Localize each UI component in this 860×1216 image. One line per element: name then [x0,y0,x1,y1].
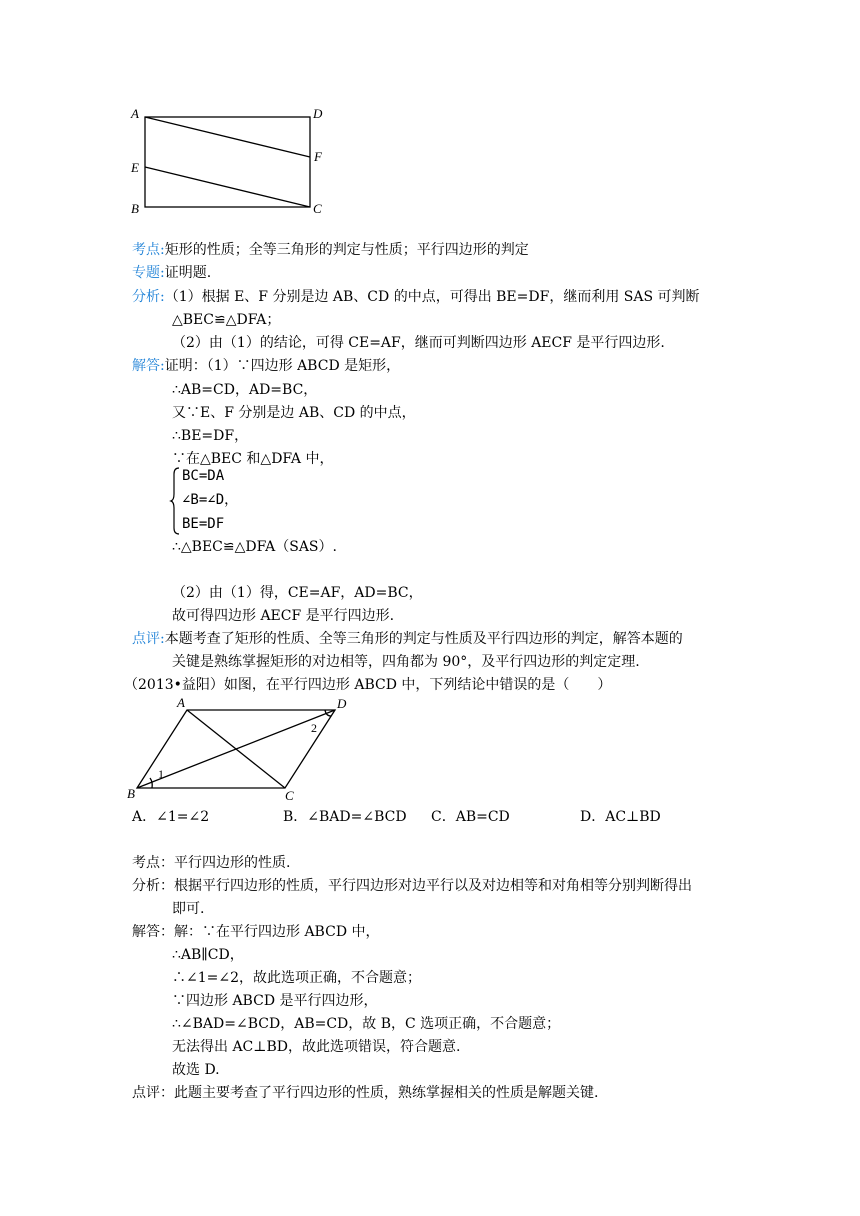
fenxi-tag: 分析: [132,289,165,305]
option-d: D．AC⊥BD [580,809,661,825]
label-e: E [131,160,139,175]
p2-label-angle2: 2 [311,721,317,735]
zhuanti-text: 证明题. [164,265,212,281]
kaodian-tag: 考点: [132,242,165,258]
p2-label-c: C [285,788,294,803]
p2-jieda-line5: ∴∠BAD=∠BCD，AB=CD，故 B，C 选项正确，不合题意； [172,1016,561,1032]
fenxi-line3: （2）由（1）的结论，可得 CE=AF，继而可判断四边形 AECF 是平行四边形. [172,335,665,351]
label-a: A [131,106,139,121]
option-c: C．AB=CD [431,809,510,825]
rectangle-figure [125,100,325,220]
label-d: D [313,106,323,121]
p2-fenxi-line1: 分析：根据平行四边形的性质，平行四边形对边平行以及对边相等和对角相等分别判断得出 [132,878,692,894]
p2-kaodian: 考点：平行四边形的性质. [132,855,291,871]
jieda-line1: 证明：（1）∵四边形 ABCD 是矩形， [164,358,401,374]
p2-label-b: B [127,786,135,801]
fenxi-line1: （1）根据 E、F 分别是边 AB、CD 的中点，可得出 BE=DF，继而利用 SAS 可判断 [164,289,700,305]
diagonal-bd [137,710,335,788]
zhuanti-tag: 专题: [132,265,165,281]
label-b: B [131,201,139,216]
dianping-line1: 本题考查了矩形的性质、全等三角形的判定与性质及平行四边形的判定，解答本题的 [164,631,683,647]
p2-jieda-line2: ∴AB∥CD， [172,947,244,963]
p2-jieda-line3: ∴∠1=∠2，故此选项正确，不合题意； [172,970,422,986]
brace-icon [170,466,182,536]
jieda-tag: 解答: [132,358,165,374]
p2-jieda-line4: ∵四边形 ABCD 是平行四边形， [172,993,378,1009]
kaodian-text: 矩形的性质；全等三角形的判定与性质；平行四边形的判定 [164,242,529,258]
jieda-line2: ∴AB=CD，AD=BC， [172,382,318,398]
question-text: （2013•益阳）如图，在平行四边形 ABCD 中，下列结论中错误的是（ ） [124,677,612,693]
jieda-line7: （2）由（1）得，CE=AF，AD=BC， [172,585,423,601]
rectangle-abcd [145,117,310,207]
segment-ec [145,167,310,207]
jieda-row [132,356,400,376]
brace-line1: BC=DA [182,468,225,484]
segment-af [145,117,310,157]
brace-line3: BE=DF [182,516,225,532]
brace-line2: ∠B=∠D， [182,492,239,508]
fenxi-line2: △BEC≌△DFA； [172,312,281,328]
p2-dianping: 点评：此题主要考查了平行四边形的性质，熟练掌握相关的性质是解题关键. [132,1085,599,1101]
jieda-line3: 又∵E、F 分别是边 AB、CD 的中点， [172,405,416,421]
p2-jieda-line6: 无法得出 AC⊥BD，故此选项错误，符合题意. [172,1039,461,1055]
fenxi-row [132,287,700,307]
parallelogram-figure [125,694,355,804]
dianping-line2: 关键是熟练掌握矩形的对边相等，四角都为 90°，及平行四边形的判定定理. [172,654,640,670]
jieda-line6: ∴△BEC≌△DFA（SAS）. [172,539,337,555]
zhuanti-row [132,263,211,283]
dianping-tag: 点评: [132,631,165,647]
dianping-row [132,629,683,649]
p2-jieda-line7: 故选 D. [172,1062,220,1078]
p2-fenxi-line2: 即可. [172,901,205,917]
jieda-line5: ∵在△BEC 和△DFA 中， [172,451,334,467]
jieda-line8: 故可得四边形 AECF 是平行四边形. [172,608,395,624]
jieda-line4: ∴BE=DF， [172,428,249,444]
option-a: A．∠1=∠2 [132,809,210,825]
p2-jieda-line1: 解答：解：∵在平行四边形 ABCD 中， [132,924,380,940]
label-f: F [314,149,322,164]
p2-label-d: D [337,696,347,711]
p2-label-a: A [177,695,185,710]
option-b: B．∠BAD=∠BCD [283,809,407,825]
kaodian-row [132,240,529,260]
label-c: C [313,201,322,216]
p2-label-angle1: 1 [158,767,164,781]
